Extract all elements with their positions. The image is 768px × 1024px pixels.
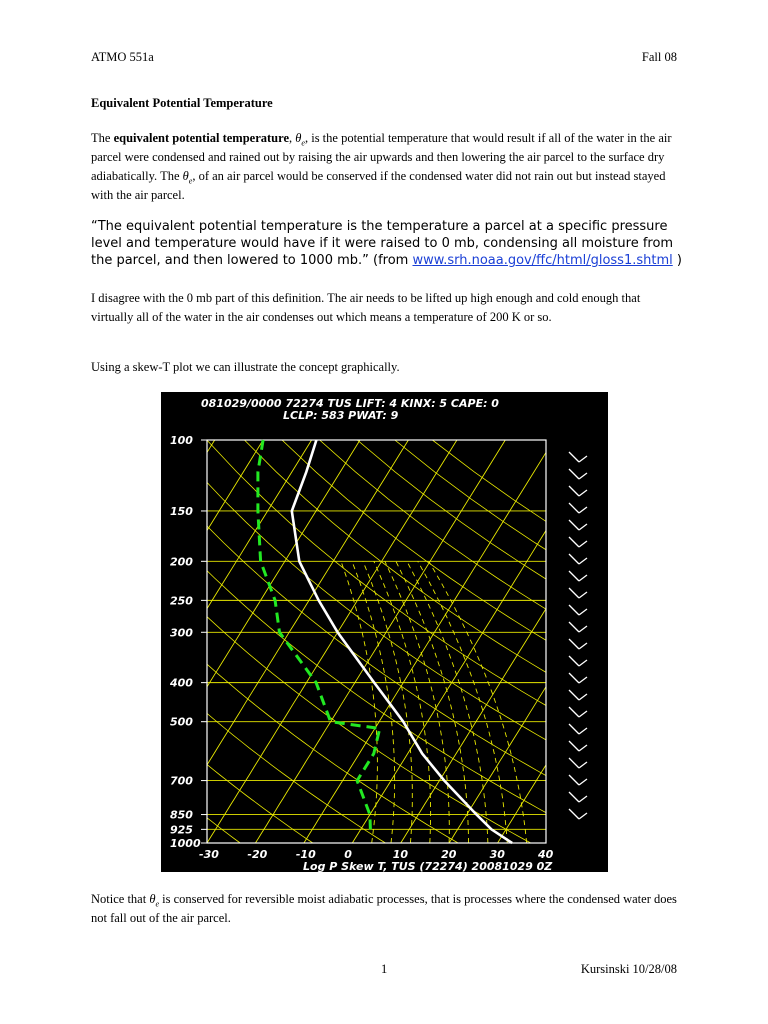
temperature-tick-label: 40 [538, 848, 554, 861]
wind-barb [569, 741, 579, 751]
wind-barb [569, 469, 579, 479]
section-title: Equivalent Potential Temperature [91, 96, 273, 110]
wind-barb [569, 775, 579, 785]
wind-barb-flag [579, 660, 587, 666]
isotherm-line [207, 440, 457, 843]
temperature-tick-label: 30 [489, 848, 505, 861]
skew-t-chart [161, 392, 608, 872]
pressure-tick-label: 200 [170, 555, 193, 569]
footer-author-date: Kursinski 10/28/08 [580, 962, 677, 976]
plot-area [161, 440, 608, 843]
wind-barb-flag [579, 473, 587, 479]
wind-barb-flag [579, 677, 587, 683]
wind-barb [569, 673, 579, 683]
wind-barb [569, 792, 579, 802]
dry-adiabat-line [207, 440, 608, 843]
isotherm-line [161, 440, 408, 843]
wind-barb [569, 639, 579, 649]
dewpoint-profile-line [258, 440, 380, 829]
temperature-tick-label: -20 [247, 848, 268, 861]
wind-barb-flag [579, 626, 587, 632]
disagreement-paragraph: I disagree with the 0 mb part of this definition. The air needs to be lifted up high enough and cold enough that virtually all of the water in the air condenses out which means a temperature of 200 K or so. [91, 291, 641, 324]
temperature-tick-label: 0 [344, 848, 352, 861]
dry-adiabat-line [161, 440, 603, 843]
dry-adiabat-line [161, 440, 458, 843]
chart-caption: Log P Skew T, TUS (72274) 20081029 0Z [303, 860, 553, 872]
pressure-tick-label: 700 [170, 774, 193, 788]
moist-adiabat-line [429, 561, 527, 843]
dry-adiabat-line [244, 440, 608, 843]
pressure-tick-label: 1000 [170, 837, 201, 850]
defined-term: equivalent potential temperature [113, 131, 290, 145]
temperature-tick-label: 20 [441, 848, 457, 861]
pressure-tick-label: 500 [170, 715, 193, 729]
wind-barb-flag [579, 524, 587, 530]
dry-adiabat-line [357, 440, 608, 843]
wind-barb [569, 588, 579, 598]
theta-e-symbol: $\theta_e$ [295, 131, 305, 148]
pressure-tick-label: 150 [170, 504, 193, 518]
quote-paragraph: “The equivalent potential temperature is the temperature a parcel at a specific pressure level and temperature would have if it were raised to 0 mb, condensing all moisture from the parcel, and then lowered to 1000 mb.” (from www.srh.noaa.gov/ffc/html/gloss1.shtml ) [91, 219, 682, 268]
definition-paragraph: The equivalent potential temperature, $\theta_e$, is the potential temperature that would result if all of the water in the air parcel were condensed and rained out by raising the air upwards and then lowering the air parcel to the surface dry adiabatically. The $\theta_e$, of an air parcel would be conserved if the condensed water did not rain out but instead stayed with the air parcel. [91, 131, 672, 202]
skew-t-figure [161, 392, 608, 872]
pressure-tick-label: 850 [170, 808, 193, 822]
wind-barb-flag [579, 643, 587, 649]
wind-barb [569, 503, 579, 513]
wind-barb [569, 537, 579, 547]
wind-barb [569, 758, 579, 768]
moist-adiabat-line [374, 561, 431, 843]
wind-barb [569, 571, 579, 581]
wind-barb-flag [579, 694, 587, 700]
sounding-info-line-2: LCLP: 583 PWAT: 9 [283, 409, 399, 422]
wind-barb-flag [579, 796, 587, 802]
wind-barb-flag [579, 762, 587, 768]
wind-barb [569, 452, 579, 462]
page-number: 1 [381, 962, 388, 976]
wind-barb-flag [579, 541, 587, 547]
pressure-tick-label: 250 [170, 594, 193, 608]
wind-barb-flag [579, 728, 587, 734]
wind-barb-flag [579, 490, 587, 496]
isotherm-line [255, 440, 505, 843]
wind-barb [569, 605, 579, 615]
wind-barb [569, 554, 579, 564]
wind-barb [569, 622, 579, 632]
dry-adiabat-line [161, 440, 608, 843]
wind-barb [569, 690, 579, 700]
isotherm-line [304, 440, 554, 843]
isotherm-line [161, 440, 166, 843]
temperature-profile-line [292, 440, 512, 843]
wind-barb [569, 724, 579, 734]
wind-barb [569, 656, 579, 666]
wind-barb-flag [579, 456, 587, 462]
pressure-tick-label: 300 [170, 626, 193, 640]
wind-barb-flag [579, 711, 587, 717]
pressure-tick-label: 400 [170, 676, 193, 690]
dry-adiabat-line [161, 440, 385, 843]
moist-adiabat-line [341, 561, 377, 843]
wind-barb [569, 520, 579, 530]
temperature-tick-label: -10 [295, 848, 316, 861]
wind-barb-flag [579, 575, 587, 581]
wind-barb-flag [579, 507, 587, 513]
temperature-tick-label: -30 [199, 848, 219, 861]
theta-e-symbol: $\theta_e$ [149, 892, 160, 909]
pressure-tick-label: 100 [170, 434, 193, 447]
header-course: ATMO 551a [91, 50, 154, 64]
wind-barb-flag [579, 592, 587, 598]
dry-adiabat-line [320, 440, 608, 843]
noaa-glossary-link[interactable]: www.srh.noaa.gov/ffc/html/gloss1.shtml [412, 253, 673, 268]
wind-barb [569, 707, 579, 717]
wind-barb-flag [579, 745, 587, 751]
sounding-info-line-1: 081029/0000 72274 TUS LIFT: 4 KINX: 5 CAPE: 0 [201, 397, 499, 410]
wind-barb-flag [579, 558, 587, 564]
temperature-tick-label: 10 [392, 848, 409, 861]
theta-e-symbol: $\theta_e$ [182, 169, 193, 186]
wind-barb-flag [579, 609, 587, 615]
conservation-paragraph: Notice that $\theta_e$ is conserved for reversible moist adiabatic processes, that is processes where the condensed water does not fall out of the air parcel. [91, 892, 677, 925]
wind-barb-flag [579, 813, 587, 819]
moist-adiabat-line [396, 561, 469, 843]
wind-barb [569, 809, 579, 819]
wind-barb [569, 486, 579, 496]
header-term: Fall 08 [641, 50, 677, 64]
pressure-tick-label: 925 [170, 823, 193, 837]
skewt-intro: Using a skew-T plot we can illustrate the concept graphically. [91, 360, 400, 374]
wind-barb-flag [579, 779, 587, 785]
